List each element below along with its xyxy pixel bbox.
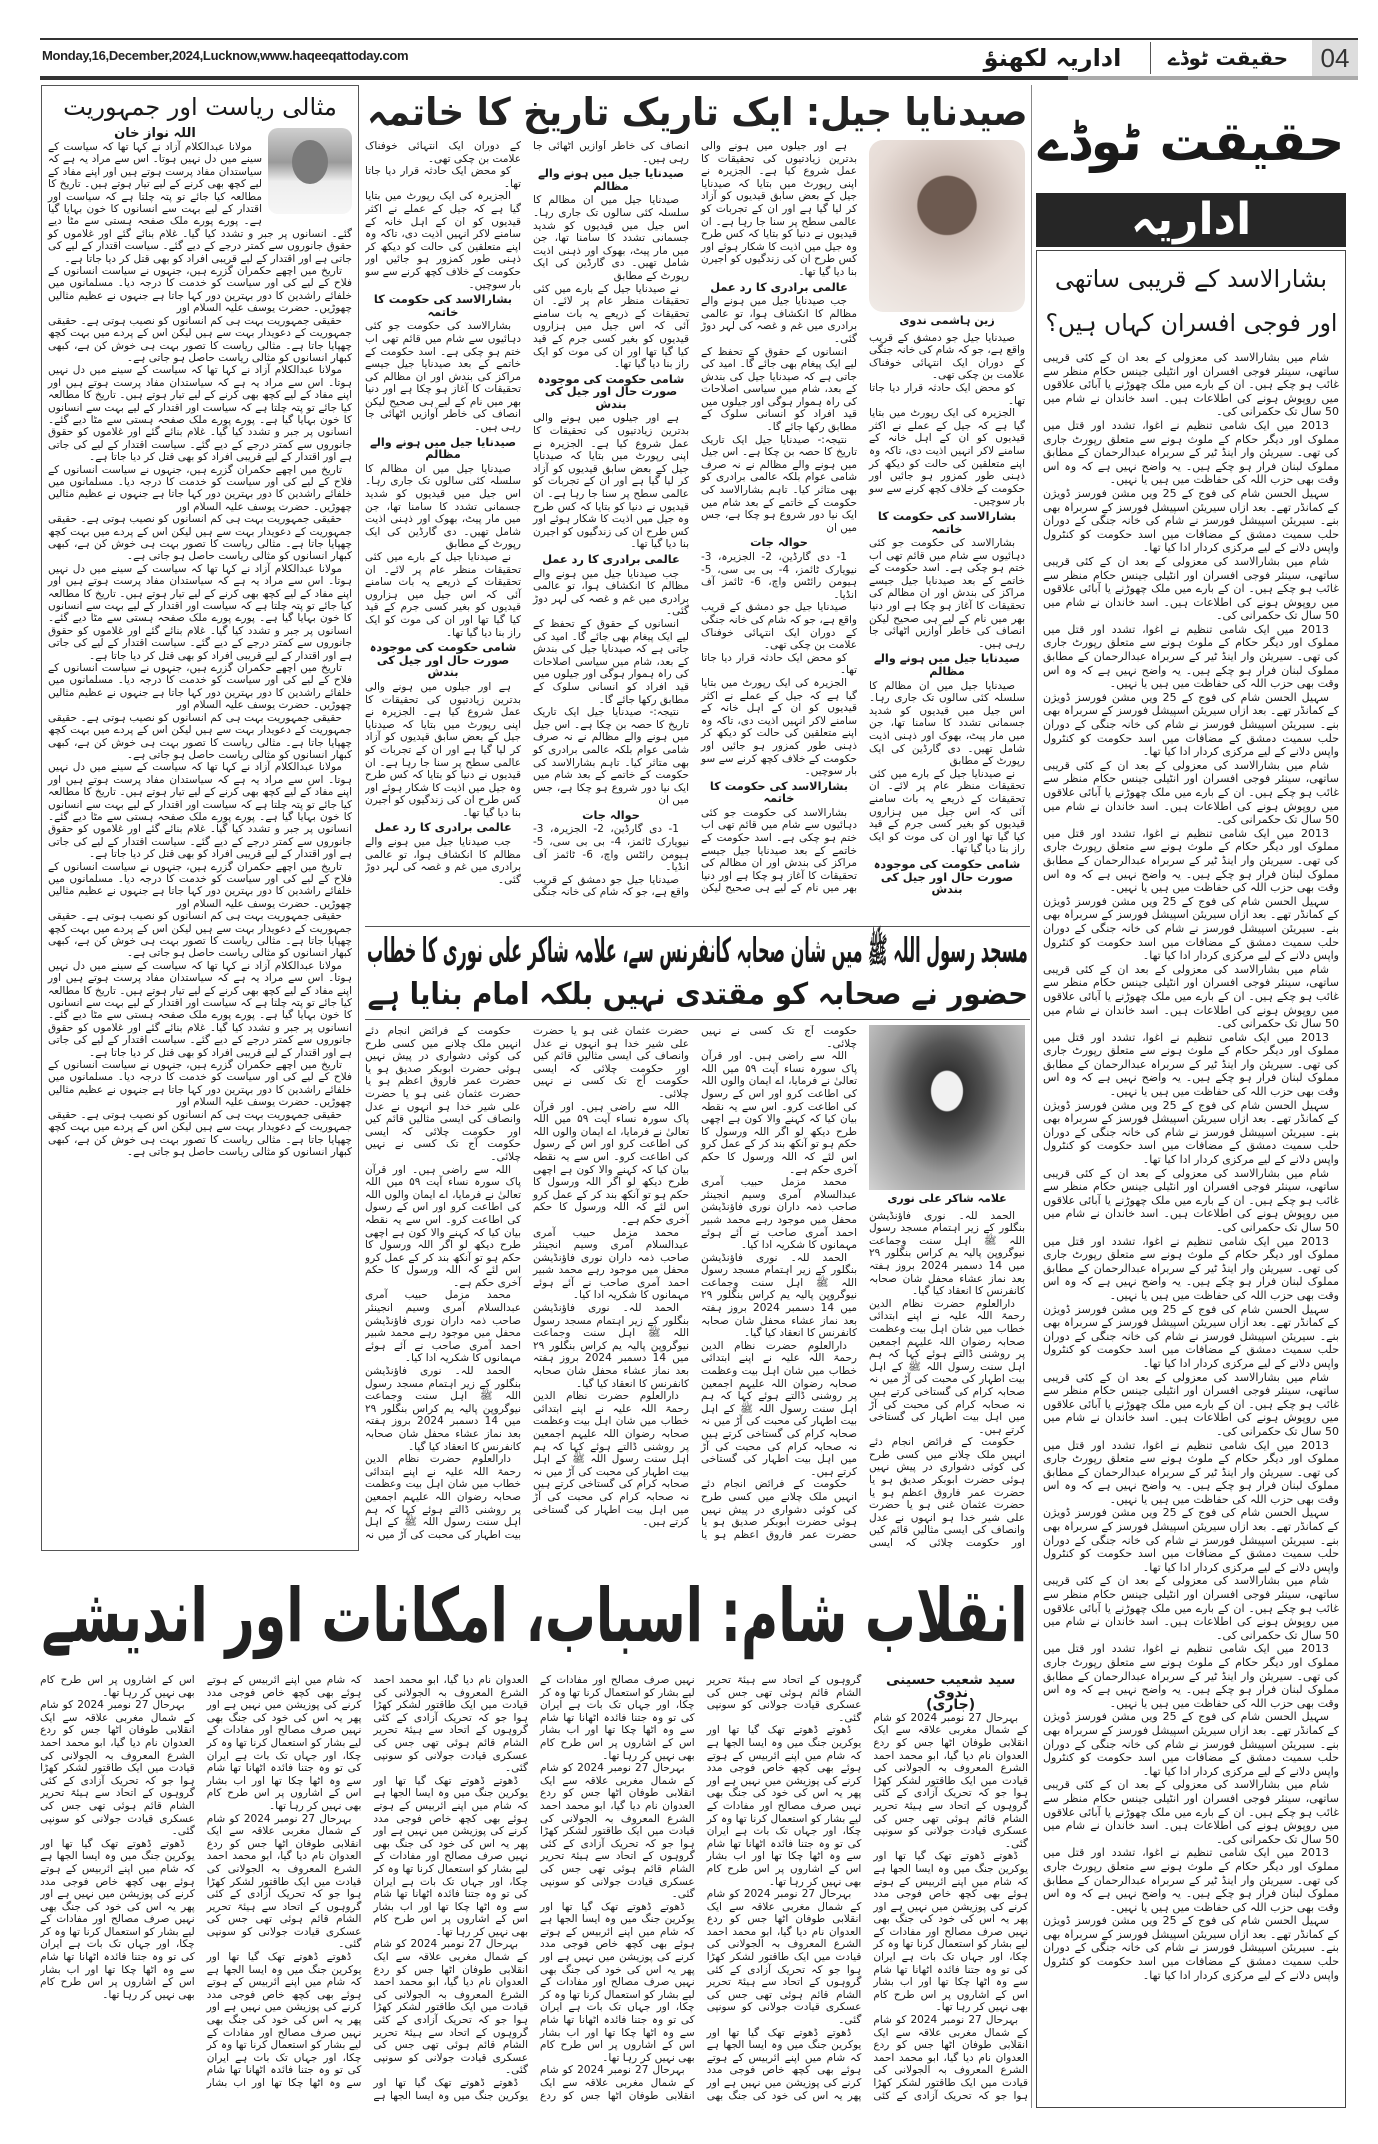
paragraph: سہیل الحسن شام کی فوج کے 25 ویں مشن فورسز ڈویژن کے کمانڈر تھے۔ بعد ازاں سیریئن اسپیشل فورسز کے سربراہ بھی بنے۔ سیریئن اسپیشل فورسز نے شام کی خانہ جنگی کے دوران حلب سمیت دمشق کے مضافات میں اسد حکومت کو کنٹرول واپس دلانے کے لیے مرکزی کردار ادا کیا تھا۔ xyxy=(1043,690,1339,759)
paragraph: بشارالاسد کی حکومت جو کئی دہائیوں سے شام میں قائم تھی اب ختم ہو چکی ہے۔ اسد حکومت کے خاتمے کے بعد صیدنایا جیل جیسے مراکز کی بندش اور ان مظالم کی تحقیقات کا آغاز ہو چکا ہے اور دنیا بھر میں نام کے لیے ہی صحیح لیکن انصاف کی خاطر آوازیں اٹھائی جا رہی ہیں۔ xyxy=(869,537,1025,650)
paragraph: الجزیرہ کی ایک رپورٹ میں بتایا گیا ہے کہ جیل کے عملے نے اکثر قیدیوں کو ان کے اہل خانہ کے سامنے لاکر انہیں اذیت دی، تاکہ وہ اپنے متعلقین کی حالت کو دیکھ کر ذہنی طور کمزور ہو جائیں اور حکومت کے خلاف کچھ کرنے سے سو بار سوچیں۔ xyxy=(365,190,521,291)
paragraph: حقیقی جمہوریت بہت ہی کم انسانوں کو نصیب ہوتی ہے۔ حقیقی جمہوریت کے دعویدار بہت سے ہیں لیکن اس کے پردے میں بہت کچھ چھپایا جاتا ہے۔ مثالی ریاست کا تصور بہت ہی خوش کن ہے، کبھی کبھار انسانوں کو مثالی ریاست حاصل ہو جاتی ہے۔ xyxy=(48,513,352,563)
paragraph: سہیل الحسن شام کی فوج کے 25 ویں مشن فورسز ڈویژن کے کمانڈر تھے۔ بعد ازاں سیریئن اسپیشل فورسز کے سربراہ بھی بنے۔ سیریئن اسپیشل فورسز نے شام کی خانہ جنگی کے دوران حلب سمیت دمشق کے مضافات میں اسد حکومت کو کنٹرول واپس دلانے کے لیے مرکزی کردار ادا کیا تھا۔ xyxy=(1043,1914,1339,1982)
subheading: بشارالاسد کی حکومت کا خاتمہ xyxy=(709,778,849,806)
editorial xyxy=(1036,250,1346,2108)
paragraph: شام میں بشارالاسد کی معزولی کے بعد ان کے کئی قریبی ساتھی، سینئر فوجی افسران اور انٹیلی جینس حکام منظر سے غائب ہو چکے ہیں۔ ان کے بارے میں ملک چھوڑنے یا آبائی علاقوں میں روپوش ہونے کی اطلاعات ہیں۔ اسد خاندان نے شام میں 50 سال تک حکمرانی کی۔ xyxy=(1043,1370,1339,1438)
newspaper-logo-wrap xyxy=(1036,100,1346,184)
subheading: عالمی برادری کا رد عمل xyxy=(542,552,680,566)
article-headline: انقلاب شام: اسباب، امکانات اور اندیشے xyxy=(41,1573,1029,1659)
divider xyxy=(365,1019,1030,1020)
paragraph: مولانا عبدالکلام آزاد نے کہا تھا کہ سیاست کے سینے میں دل نہیں ہوتا۔ اس سے مراد یہ ہے کہ سیاستدان مفاد پرست ہوتے ہیں اور اپنے مفاد کے لیے کچھ بھی کرنے کے لیے تیار ہوتے ہیں۔ تاریخ کا مطالعہ کیا جائے تو پتہ چلتا ہے کہ سیاست اور اقتدار کے لیے بہت سے انسانوں کا خون بہایا گیا ہے۔ پورے پورے ملک صفحہ ہستی سے مٹا دیے گئے۔ انسانوں پر جبر و تشدد کیا گیا۔ غلام بنائے گئے اور غلاموں کو حقوق جانوروں سے کمتر درجے کے دیے گئے۔ سیاست اقتدار کے لیے کی جاتی ہے اور اقتدار کے لیے قریبی افراد کو بھی قتل کر دیا جاتا ہے۔ xyxy=(48,141,352,265)
photo-caption: علامہ شاکر علی نوری xyxy=(887,1192,1007,1205)
paragraph: صیدنایا جیل میں ان مظالم کا سلسلہ کئی سالوں تک جاری رہا۔ اس جیل میں قیدیوں کو شدید جسمانی تشدد کا سامنا تھا، جن میں مار پیٹ، بھوک اور ذہنی اذیت شامل تھیں۔ دی گارڈین کی ایک رپورٹ کے مطابق xyxy=(533,194,689,282)
paragraph: حقیقی جمہوریت بہت ہی کم انسانوں کو نصیب ہوتی ہے۔ حقیقی جمہوریت کے دعویدار بہت سے ہیں لیکن اس کے پردے میں بہت کچھ چھپایا جاتا ہے۔ مثالی ریاست کا تصور بہت ہی خوش کن ہے، کبھی کبھار انسانوں کو مثالی ریاست حاصل ہو جاتی ہے۔ xyxy=(48,314,352,364)
subheading: بشارالاسد کی حکومت کا خاتمہ xyxy=(373,292,513,319)
paragraph: 1- دی گارڈین، 2- الجزیرہ، 3- نیویارک ٹائمز، 4- بی بی سی، 5- ہیومن رائٹس واچ، 6- ٹائمز آف انڈیا۔ xyxy=(533,823,689,874)
article-headline: مسجد رسول اللہ ﷺ میں شان صحابہ کانفرنس سے، علامہ شاکر علی نوری کا خطاب xyxy=(367,931,1028,971)
paragraph: سہیل الحسن شام کی فوج کے 25 ویں مشن فورسز ڈویژن کے کمانڈر تھے۔ بعد ازاں سیریئن اسپیشل فورسز کے سربراہ بھی بنے۔ سیریئن اسپیشل فورسز نے شام کی خانہ جنگی کے دوران حلب سمیت دمشق کے مضافات میں اسد حکومت کو کنٹرول واپس دلانے کے لیے مرکزی کردار ادا کیا تھا۔ xyxy=(1043,1098,1339,1167)
left-article xyxy=(41,85,359,1551)
divider xyxy=(365,926,1030,927)
paragraph: تاریخ میں اچھے حکمران گزرے ہیں، جنہوں نے سیاست انسانوں کے فلاح کے لیے کی اور سیاست کو خدمت کا درجہ دیا۔ مسلمانوں میں خلفائے راشدین کا دور بہترین دور کہا جاتا ہے جنہوں نے عظیم مثالیں چھوڑیں۔ حضرت یوسف علیہ السلام اور xyxy=(48,265,352,315)
article-headline: صیدنایا جیل: ایک تاریک تاریخ کا خاتمہ xyxy=(367,90,1028,134)
subheading: حوالہ جات xyxy=(582,807,640,822)
page-number: 04 xyxy=(1312,40,1358,76)
paragraph: حقیقی جمہوریت بہت ہی کم انسانوں کو نصیب ہوتی ہے۔ حقیقی جمہوریت کے دعویدار بہت سے ہیں لیکن اس کے پردے میں بہت کچھ چھپایا جاتا ہے۔ مثالی ریاست کا تصور بہت ہی خوش کن ہے، کبھی کبھار انسانوں کو مثالی ریاست حاصل ہو جاتی ہے۔ xyxy=(48,910,352,960)
paragraph: کو محض ایک حادثہ قرار دیا جاتا تھا۔ xyxy=(701,651,857,677)
author-photo xyxy=(869,140,1025,312)
paragraph: شام میں بشارالاسد کی معزولی کے بعد ان کے کئی قریبی ساتھی، سینئر فوجی افسران اور انٹیلی جینس حکام منظر سے غائب ہو چکے ہیں۔ ان کے بارے میں ملک چھوڑنے یا آبائی علاقوں میں روپوش ہونے کی اطلاعات ہیں۔ اسد خاندان نے شام میں 50 سال تک حکمرانی کی۔ xyxy=(1043,1166,1339,1234)
paragraph: 2013 میں ایک شامی تنظیم نے اغوا، تشدد اور قتل میں مملوک اور دیگر حکام کے ملوث ہونے سے متعلق رپورٹ جاری کی تھی۔ سیریئن وار اینڈ ٹیر کے سربراہ عبدالرحمان کے مطابق مملوک لبنان فرار ہو چکے ہیں۔ یہ واضح نہیں ہے کہ وہ اس وقت بھی حزب اللہ کی حفاظت میں ہیں یا نہیں۔ xyxy=(1043,1846,1339,1914)
paragraph: بشارالاسد کی حکومت جو کئی دہائیوں سے شام میں قائم تھی اب ختم ہو چکی ہے۔ اسد حکومت کے خاتمے کے بعد صیدنایا جیل جیسے مراکز کی بندش اور ان مظالم کی تحقیقات کا آغاز ہو چکا ہے اور دنیا بھر میں نام کے لیے ہی صحیح لیکن انصاف کی خاطر آوازیں اٹھائی جا رہی ہیں۔ xyxy=(533,140,857,895)
paragraph: شام میں بشارالاسد کی معزولی کے بعد ان کے کئی قریبی ساتھی، سینئر فوجی افسران اور انٹیلی جینس حکام منظر سے غائب ہو چکے ہیں۔ ان کے بارے میں ملک چھوڑنے یا آبائی علاقوں میں روپوش ہونے کی اطلاعات ہیں۔ اسد خاندان نے شام میں 50 سال تک حکمرانی کی۔ xyxy=(1043,351,1339,419)
paragraph: بہرحال 27 نومبر 2024 کو شام کے شمال مغربی علاقہ سے ایک انقلابی طوفان اٹھا جس کو ردع العدوان نام دیا گیا، ابو محمد احمد الشرع المعروف بہ الجولانی کی قیادت میں ایک طاقتور لشکر کھڑا ہوا جو کہ تحریک آزادی کے کئی گروہوں کے اتحاد سے ہیئۃ تحریر الشام قائم ہوئی تھی جس کی عسکری قیادت جولانی کو سونپی گئی۔ xyxy=(873,1711,1028,1850)
masthead-logo: حقیقت ٹوڈے xyxy=(1167,46,1289,70)
article-subheadline: حضور نے صحابہ کو مقتدی نہیں بلکہ امام بنایا ہے xyxy=(367,977,1028,1012)
article-title-wrap xyxy=(48,90,352,124)
editorial-title-line1-wrap xyxy=(1043,257,1339,301)
paragraph: انسانوں کے حقوق کے تحفظ کے لیے ایک پیغام بھی جائے گا۔ امید کی جاتی ہے کہ صیدنایا جیل کی بندش کے بعد، شام میں سیاسی اصلاحات کی راہ ہموار ہوگی اور جیلوں میں قید افراد کو انسانی سلوک کے مطابق رکھا جائے گا۔ xyxy=(701,345,857,434)
header-bottom-rule xyxy=(40,76,1358,80)
paragraph: محمد مزمل حبیب آمری عبدالسلام آمری وسیم انجینئر صاحب ذمہ داران نوری فاؤنڈیشن محفل میں موجود رہے محمد شبیر احمد آمری صاحب نے آئے ہوئے مہمانوں کا شکریہ ادا کیا۔ xyxy=(533,1226,689,1302)
paragraph: الحمد للہ۔ نوری فاؤنڈیشن بنگلور کے زیر اہتمام مسجد رسول اللہ ﷺ اہل سنت وجماعت نیوگروپن پالیہ یم کراس بنگلور ۲۹ میں 14 دسمبر 2024 بروز ہفتہ بعد نماز عشاء محفل شان صحابہ کانفرنس کا انعقاد کیا گیا۔ xyxy=(533,1302,690,1390)
paragraph: بہرحال 27 نومبر 2024 کو شام کے شمال مغربی علاقہ سے ایک انقلابی طوفان اٹھا جس کو ردع العدوان نام دیا گیا، ابو محمد احمد الشرع المعروف بہ الجولانی کی قیادت میں ایک طاقتور لشکر کھڑا ہوا جو کہ تحریک آزادی کے کئی گروہوں کے اتحاد سے ہیئۃ تحریر الشام قائم ہوئی تھی جس کی عسکری قیادت جولانی کو سونپی گئی۔ xyxy=(706,1674,1028,2102)
paragraph: صیدنایا جیل جو دمشق کے قریب واقع ہے، جو کہ شام کی خانہ جنگی کے دوران ایک انتہائی خوفناک علامت بن چکی تھی۔ xyxy=(365,140,689,899)
paragraph: 1- دی گارڈین، 2- الجزیرہ، 3- نیویارک ٹائمز، 4- بی بی سی، 5- ہیومن رائٹس واچ، 6- ٹائمز آف انڈیا۔ xyxy=(701,551,857,601)
paragraph: جب صیدنایا جیل میں ہونے والے مظالم کا انکشاف ہوا، تو عالمی برادری میں غم و غصہ کی لہر دوڑ گئی۔ xyxy=(533,567,689,618)
subheading: بشارالاسد کی حکومت کا خاتمہ xyxy=(877,508,1017,536)
paragraph: الحمد للہ۔ نوری فاؤنڈیشن بنگلور کے زیر اہتمام مسجد رسول اللہ ﷺ اہل سنت وجماعت نیوگروپن پالیہ یم کراس بنگلور ۲۹ میں 14 دسمبر 2024 بروز ہفتہ بعد نماز عشاء محفل شان صحابہ کانفرنس کا انعقاد کیا گیا۔ xyxy=(701,1251,858,1340)
article-title: مثالی ریاست اور جمہوریت xyxy=(63,93,337,121)
paragraph: مولانا عبدالکلام آزاد نے کہا تھا کہ سیاست کے سینے میں دل نہیں ہوتا۔ اس سے مراد یہ ہے کہ سیاستدان مفاد پرست ہوتے ہیں اور اپنے مفاد کے لیے کچھ بھی کرنے کے لیے تیار ہوتے ہیں۔ تاریخ کا مطالعہ کیا جائے تو پتہ چلتا ہے کہ سیاست اور اقتدار کے لیے بہت سے انسانوں کا خون بہایا گیا ہے۔ پورے پورے ملک صفحہ ہستی سے مٹا دیے گئے۔ انسانوں پر جبر و تشدد کیا گیا۔ غلام بنائے گئے اور غلاموں کو حقوق جانوروں سے کمتر درجے کے دیے گئے۔ سیاست اقتدار کے لیے کی جاتی ہے اور اقتدار کے لیے قریبی افراد کو بھی قتل کر دیا جاتا ہے۔ xyxy=(48,761,352,861)
editorial-title-line2: اور فوجی افسران کہاں ہیں؟ xyxy=(1045,309,1337,337)
subheading: شامی حکومت کی موجودہ صورت حال اور جیل کی بندش xyxy=(369,640,517,680)
paragraph: بہرحال 27 نومبر 2024 کو شام کے شمال مغربی علاقہ سے ایک انقلابی طوفان اٹھا جس کو ردع العدوان نام دیا گیا، ابو محمد احمد الشرع المعروف بہ الجولانی کی قیادت میں ایک طاقتور لشکر کھڑا ہوا جو کہ تحریک آزادی کے کئی گروہوں کے اتحاد سے ہیئۃ تحریر الشام قائم ہوئی تھی جس کی عسکری قیادت جولانی کو سونپی گئی۔ xyxy=(40,1699,195,1838)
paragraph: نے صیدنایا جیل کے بارے میں کئی تحقیقات منظر عام پر لائے۔ ان تحقیقات کے ذریعے یہ بات سامنے آئی کہ اس جیل میں ہزاروں قیدیوں کو بغیر کسی جرم کے قید کیا گیا تھا اور ان کی موت کو ایک راز بنا دیا گیا تھا۔ xyxy=(869,767,1025,856)
editorial-title-line1: بشارالاسد کے قریبی ساتھی xyxy=(1054,265,1328,293)
paragraph: مولانا عبدالکلام آزاد نے کہا تھا کہ سیاست کے سینے میں دل نہیں ہوتا۔ اس سے مراد یہ ہے کہ سیاستدان مفاد پرست ہوتے ہیں اور اپنے مفاد کے لیے کچھ بھی کرنے کے لیے تیار ہوتے ہیں۔ تاریخ کا مطالعہ کیا جائے تو پتہ چلتا ہے کہ سیاست اور اقتدار کے لیے بہت سے انسانوں کا خون بہایا گیا ہے۔ پورے پورے ملک صفحہ ہستی سے مٹا دیے گئے۔ انسانوں پر جبر و تشدد کیا گیا۔ غلام بنائے گئے اور غلاموں کو حقوق جانوروں سے کمتر درجے کے دیے گئے۔ سیاست اقتدار کے لیے کی جاتی ہے اور اقتدار کے لیے قریبی افراد کو بھی قتل کر دیا جاتا ہے۔ xyxy=(48,959,352,1059)
editorial-title-line2-wrap xyxy=(1043,301,1339,345)
speaker-photo xyxy=(869,1025,1025,1190)
article-body xyxy=(365,1025,1025,1553)
article-text xyxy=(40,1674,1028,2108)
article-headline-wrap xyxy=(365,90,1030,134)
paragraph: 2013 میں ایک شامی تنظیم نے اغوا، تشدد اور قتل میں مملوک اور دیگر حکام کے ملوث ہونے سے متعلق رپورٹ جاری کی تھی۔ سیریئن وار اینڈ ٹیر کے سربراہ عبدالرحمان کے مطابق مملوک لبنان فرار ہو چکے ہیں۔ یہ واضح نہیں ہے کہ وہ اس وقت بھی حزب اللہ کی حفاظت میں ہیں یا نہیں۔ xyxy=(1043,418,1339,487)
paragraph: ڈھوتے ڈھوتے تھک گیا تھا اور یوکرین جنگ میں وہ ایسا الجھا ہے کہ شام میں اپنے ائربیس کے ہوتے ہوئے بھی کچھ خاص فوجی مدد کرنے کی پوزیشن میں نہیں ہے اور پھر یہ اس کی خود کی جنگ بھی نہیں صرف مصالح اور مفادات کے لیے بشار کو استعمال کرنا تھا وہ کر چکا، اور جہاں تک بات ہے ایران کی تو وہ جتنا فائدہ اٹھانا تھا شام سے وہ اٹھا چکا تھا اور اب بشار اس کے اشاروں پر اس طرح کام بھی نہیں کر رہا تھا۔ xyxy=(40,1674,362,2089)
paragraph: 2013 میں ایک شامی تنظیم نے اغوا، تشدد اور قتل میں مملوک اور دیگر حکام کے ملوث ہونے سے متعلق رپورٹ جاری کی تھی۔ سیریئن وار اینڈ ٹیر کے سربراہ عبدالرحمان کے مطابق مملوک لبنان فرار ہو چکے ہیں۔ یہ واضح نہیں ہے کہ وہ اس وقت بھی حزب اللہ کی حفاظت میں ہیں یا نہیں۔ xyxy=(1043,1642,1339,1710)
article-author: اللہ نواز خان xyxy=(114,126,196,141)
paragraph: صیدنایا جیل جو دمشق کے قریب واقع ہے، جو کہ شام کی خانہ جنگی کے دوران ایک انتہائی خوفناک علامت بن چکی تھی۔ xyxy=(869,331,1025,382)
paragraph: دارالعلوم حضرت نظام الدین رحمۃ اللہ علیہ نے اپنے ابتدائی خطاب میں شان اہل بیت وعظمت صحابہ رضوان اللہ علیہم اجمعین پر روشنی ڈالتے ہوئے کہا کہ ہم اہل سنت رسول اللہ ﷺ کے اہل بیت اطہار کی محبت کی آڑ میں نہ صحابہ کرام کی گستاخی کرتے ہیں نہ صحابہ کرام کی محبت کی آڑ میں اہل بیت اطہار کی گستاخی کرتے ہیں۔ xyxy=(533,1390,689,1529)
subheading: صیدنایا جیل میں ہونے والے مظالم xyxy=(369,434,517,462)
paragraph: بہرحال 27 نومبر 2024 کو شام کے شمال مغربی علاقہ سے ایک انقلابی طوفان اٹھا جس کو ردع العدوان نام دیا گیا، ابو محمد احمد الشرع المعروف بہ الجولانی کی قیادت میں ایک طاقتور لشکر کھڑا ہوا جو کہ تحریک آزادی کے کئی گروہوں کے اتحاد سے ہیئۃ تحریر الشام قائم ہوئی تھی جس کی عسکری قیادت جولانی کو سونپی گئی۔ xyxy=(373,1674,695,2102)
paragraph: سہیل الحسن شام کی فوج کے 25 ویں مشن فورسز ڈویژن کے کمانڈر تھے۔ بعد ازاں سیریئن اسپیشل فورسز کے سربراہ بھی بنے۔ سیریئن اسپیشل فورسز نے شام کی خانہ جنگی کے دوران حلب سمیت دمشق کے مضافات میں اسد حکومت کو کنٹرول واپس دلانے کے لیے مرکزی کردار ادا کیا تھا۔ xyxy=(1043,894,1339,963)
paragraph: ہے اور جیلوں میں ہونے والی بدترین زیادتیوں کی تحقیقات کا عمل شروع کیا ہے۔ الجزیرہ نے اپنی رپورٹ میں بتایا کہ صیدنایا جیل کے بعض سابق قیدیوں کو آزاد کر لیا گیا ہے اور ان کے تجربات کو عالمی سطح پر سنا جا رہا ہے۔ ان قیدیوں نے دنیا کو بتایا کہ کس طرح وہ جیل میں اذیت کا شکار ہوئے اور کس طرح ان کی زندگیوں کو اجیرن بنا دیا گیا تھا۔ xyxy=(533,412,689,551)
column-rule xyxy=(1031,85,1032,2108)
paragraph: الجزیرہ کی ایک رپورٹ میں بتایا گیا ہے کہ جیل کے عملے نے اکثر قیدیوں کو ان کے اہل خانہ کے سامنے لاکر انہیں اذیت دی، تاکہ وہ اپنے متعلقین کی حالت کو دیکھ کر ذہنی طور کمزور ہو جائیں اور حکومت کے خلاف کچھ کرنے سے سو بار سوچیں۔ xyxy=(701,676,857,778)
date-line: Monday,16,December,2024,Lucknow,www.haqeeqattoday.com xyxy=(42,48,409,63)
paragraph: شام میں بشارالاسد کی معزولی کے بعد ان کے کئی قریبی ساتھی، سینئر فوجی افسران اور انٹیلی جینس حکام منظر سے غائب ہو چکے ہیں۔ ان کے بارے میں ملک چھوڑنے یا آبائی علاقوں میں روپوش ہونے کی اطلاعات ہیں۔ اسد خاندان نے شام میں 50 سال تک حکمرانی کی۔ xyxy=(1043,758,1339,827)
article-body xyxy=(365,140,1025,905)
paragraph: ڈھوتے ڈھوتے تھک گیا تھا اور یوکرین جنگ میں وہ ایسا الجھا ہے کہ شام میں اپنے ائربیس کے ہوتے ہوئے بھی کچھ خاص فوجی مدد کرنے کی پوزیشن میں نہیں ہے اور پھر یہ اس کی خود کی جنگ بھی نہیں صرف مصالح اور مفادات کے لیے بشار کو استعمال کرنا تھا وہ کر چکا، اور جہاں تک بات ہے ایران کی تو وہ جتنا فائدہ اٹھانا تھا شام سے وہ اٹھا چکا تھا اور اب بشار اس کے اشاروں پر اس طرح کام بھی نہیں کر رہا تھا۔ xyxy=(540,1674,862,2102)
paragraph: 2013 میں ایک شامی تنظیم نے اغوا، تشدد اور قتل میں مملوک اور دیگر حکام کے ملوث ہونے سے متعلق رپورٹ جاری کی تھی۔ سیریئن وار اینڈ ٹیر کے سربراہ عبدالرحمان کے مطابق مملوک لبنان فرار ہو چکے ہیں۔ یہ واضح نہیں ہے کہ وہ اس وقت بھی حزب اللہ کی حفاظت میں ہیں یا نہیں۔ xyxy=(1043,1234,1339,1302)
editorial-body xyxy=(1043,351,1339,1982)
paragraph: جب صیدنایا جیل میں ہونے والے مظالم کا انکشاف ہوا، تو عالمی برادری میں غم و غصہ کی لہر دوڑ گئی۔ xyxy=(701,295,857,345)
paragraph: ڈھوتے ڈھوتے تھک گیا تھا اور یوکرین جنگ میں وہ ایسا الجھا ہے کہ شام میں اپنے ائربیس کے ہوتے ہوئے بھی کچھ خاص فوجی مدد کرنے کی پوزیشن میں نہیں ہے اور پھر یہ اس کی خود کی جنگ بھی نہیں صرف مصالح اور مفادات کے لیے بشار کو استعمال کرنا تھا وہ کر چکا، اور جہاں تک بات ہے ایران کی تو وہ جتنا فائدہ اٹھانا تھا شام سے وہ اٹھا چکا تھا اور اب بشار اس کے اشاروں پر اس طرح کام بھی نہیں کر رہا تھا۔ xyxy=(40,1837,195,2001)
paragraph: ہے اور جیلوں میں ہونے والی بدترین زیادتیوں کی تحقیقات کا عمل شروع کیا ہے۔ الجزیرہ نے اپنی رپورٹ میں بتایا کہ صیدنایا جیل کے بعض سابق قیدیوں کو آزاد کر لیا گیا ہے اور ان کے تجربات کو عالمی سطح پر سنا جا رہا ہے۔ ان قیدیوں نے دنیا کو بتایا کہ کس طرح وہ جیل میں اذیت کا شکار ہوئے اور کس طرح ان کی زندگیوں کو اجیرن بنا دیا گیا تھا۔ xyxy=(701,140,857,278)
paragraph: حکومت کے فرائض انجام دئے انہیں ملک چلانے میں کسی طرح کی کوئی دشواری در پیش نہیں ہوئی حضرت ابوبکر صدیق ہو یا حضرت عمر فاروق اعظم ہو یا حضرت عثمان غنی ہو یا حضرت علی شیر خدا ہو انہوں نے عدل وانصاف کی ایسی مثالیں قائم کیں اور حکومت چلائی کہ ایسی حکومت آج تک کسی نے نہیں چلائی۔ xyxy=(701,1025,1025,1550)
paragraph: الحمد للہ۔ نوری فاؤنڈیشن بنگلور کے زیر اہتمام مسجد رسول اللہ ﷺ اہل سنت وجماعت نیوگروپن پالیہ یم کراس بنگلور ۲۹ میں 14 دسمبر 2024 بروز ہفتہ بعد نماز عشاء محفل شان صحابہ کانفرنس کا انعقاد کیا گیا۔ xyxy=(365,1365,522,1453)
article-headline-wrap xyxy=(40,1566,1030,1666)
subheading: حوالہ جات xyxy=(750,535,808,550)
paragraph: محمد مزمل حبیب آمری عبدالسلام آمری وسیم انجینئر صاحب ذمہ داران نوری فاؤنڈیشن محفل میں موجود رہے محمد شبیر احمد آمری صاحب نے آئے ہوئے مہمانوں کا شکریہ ادا کیا۔ xyxy=(365,1289,521,1365)
paragraph: صیدنایا جیل میں ان مظالم کا سلسلہ کئی سالوں تک جاری رہا۔ اس جیل میں قیدیوں کو شدید جسمانی تشدد کا سامنا تھا، جن میں مار پیٹ، بھوک اور ذہنی اذیت شامل تھیں۔ دی گارڈین کی ایک رپورٹ کے مطابق xyxy=(365,462,521,551)
paragraph: 2013 میں ایک شامی تنظیم نے اغوا، تشدد اور قتل میں مملوک اور دیگر حکام کے ملوث ہونے سے متعلق رپورٹ جاری کی تھی۔ سیریئن وار اینڈ ٹیر کے سربراہ عبدالرحمان کے مطابق مملوک لبنان فرار ہو چکے ہیں۔ یہ واضح نہیں ہے کہ وہ اس وقت بھی حزب اللہ کی حفاظت میں ہیں یا نہیں۔ xyxy=(1043,622,1339,691)
subheading: شامی حکومت کی موجودہ صورت حال اور جیل کی بندش xyxy=(537,371,685,411)
paragraph: جب صیدنایا جیل میں ہونے والے مظالم کا انکشاف ہوا، تو عالمی برادری میں غم و غصہ کی لہر دوڑ گئی۔ xyxy=(365,836,521,886)
paragraph: 2013 میں ایک شامی تنظیم نے اغوا، تشدد اور قتل میں مملوک اور دیگر حکام کے ملوث ہونے سے متعلق رپورٹ جاری کی تھی۔ سیریئن وار اینڈ ٹیر کے سربراہ عبدالرحمان کے مطابق مملوک لبنان فرار ہو چکے ہیں۔ یہ واضح نہیں ہے کہ وہ اس وقت بھی حزب اللہ کی حفاظت میں ہیں یا نہیں۔ xyxy=(1043,1030,1339,1099)
paragraph: مولانا عبدالکلام آزاد نے کہا تھا کہ سیاست کے سینے میں دل نہیں ہوتا۔ اس سے مراد یہ ہے کہ سیاستدان مفاد پرست ہوتے ہیں اور اپنے مفاد کے لیے کچھ بھی کرنے کے لیے تیار ہوتے ہیں۔ تاریخ کا مطالعہ کیا جائے تو پتہ چلتا ہے کہ سیاست اور اقتدار کے لیے بہت سے انسانوں کا خون بہایا گیا ہے۔ پورے پورے ملک صفحہ ہستی سے مٹا دیے گئے۔ انسانوں پر جبر و تشدد کیا گیا۔ غلام بنائے گئے اور غلاموں کو حقوق جانوروں سے کمتر درجے کے دیے گئے۔ سیاست اقتدار کے لیے کی جاتی ہے اور اقتدار کے لیے قریبی افراد کو بھی قتل کر دیا جاتا ہے۔ xyxy=(48,364,352,464)
paragraph: دارالعلوم حضرت نظام الدین رحمۃ اللہ علیہ نے اپنے ابتدائی خطاب میں شان اہل بیت وعظمت صحابہ رضوان اللہ علیہم اجمعین پر روشنی ڈالتے ہوئے کہا کہ ہم اہل سنت رسول اللہ ﷺ کے اہل بیت اطہار کی محبت کی آڑ میں نہ xyxy=(365,1453,521,1541)
paragraph: اللہ سے راضی ہیں۔ اور قرآن پاک سورہ نساء آیت ۵۹ میں اللہ تعالیٰ نے فرمایا، اے ایمان والوں اللہ کی اطاعت کرو اور اس کے رسول کی اطاعت کرو۔ اس سے یہ نقطہ بیان کیا کہ کہنے والا کون ہے اچھی طرح دیکھ لو اگر اللہ ورسول کا حکم ہو تو آنکھ بند کر کے عمل کرو اس لئے کہ اللہ ورسول کا حکم آخری حکم ہے۔ xyxy=(701,1050,857,1176)
article-subheadline-wrap xyxy=(365,974,1030,1016)
paragraph: انسانوں کے حقوق کے تحفظ کے لیے ایک پیغام بھی جائے گا۔ امید کی جاتی ہے کہ صیدنایا جیل کی بندش کے بعد، شام میں سیاسی اصلاحات کی راہ ہموار ہوگی اور جیلوں میں قید افراد کو انسانی سلوک کے مطابق رکھا جائے گا۔ xyxy=(533,617,689,706)
article-body xyxy=(40,1674,1028,2108)
paragraph: صیدنایا جیل میں ان مظالم کا سلسلہ کئی سالوں تک جاری رہا۔ اس جیل میں قیدیوں کو شدید جسمانی تشدد کا سامنا تھا، جن میں مار پیٹ، بھوک اور ذہنی اذیت شامل تھیں۔ دی گارڈین کی ایک رپورٹ کے مطابق xyxy=(869,679,1025,768)
article-headline-wrap xyxy=(365,929,1030,973)
paragraph: سہیل الحسن شام کی فوج کے 25 ویں مشن فورسز ڈویژن کے کمانڈر تھے۔ بعد ازاں سیریئن اسپیشل فورسز کے سربراہ بھی بنے۔ سیریئن اسپیشل فورسز نے شام کی خانہ جنگی کے دوران حلب سمیت دمشق کے مضافات میں اسد حکومت کو کنٹرول واپس دلانے کے لیے مرکزی کردار ادا کیا تھا۔ xyxy=(1043,486,1339,555)
paragraph: مولانا عبدالکلام آزاد نے کہا تھا کہ سیاست کے سینے میں دل نہیں ہوتا۔ اس سے مراد یہ ہے کہ سیاستدان مفاد پرست ہوتے ہیں اور اپنے مفاد کے لیے کچھ بھی کرنے کے لیے تیار ہوتے ہیں۔ تاریخ کا مطالعہ کیا جائے تو پتہ چلتا ہے کہ سیاست اور اقتدار کے لیے بہت سے انسانوں کا خون بہایا گیا ہے۔ پورے پورے ملک صفحہ ہستی سے مٹا دیے گئے۔ انسانوں پر جبر و تشدد کیا گیا۔ غلام بنائے گئے اور غلاموں کو حقوق جانوروں سے کمتر درجے کے دیے گئے۔ سیاست اقتدار کے لیے کی جاتی ہے اور اقتدار کے لیے قریبی افراد کو بھی قتل کر دیا جاتا ہے۔ xyxy=(48,562,352,662)
paragraph: ڈھوتے ڈھوتے تھک گیا تھا اور یوکرین جنگ میں وہ ایسا الجھا ہے کہ شام میں اپنے ائربیس کے ہوتے ہوئے بھی کچھ خاص فوجی مدد کرنے کی پوزیشن میں نہیں ہے اور پھر یہ اس کی خود کی جنگ بھی نہیں صرف مصالح اور مفادات کے لیے بشار کو استعمال کرنا تھا وہ کر چکا، اور جہاں تک بات ہے ایران کی تو وہ جتنا فائدہ اٹھانا تھا شام سے وہ اٹھا چکا تھا اور اب بشار اس کے اشاروں پر اس طرح کام بھی نہیں کر رہا تھا۔ xyxy=(873,1850,1028,2014)
paragraph: تاریخ میں اچھے حکمران گزرے ہیں، جنہوں نے سیاست انسانوں کے فلاح کے لیے کی اور سیاست کو خدمت کا درجہ دیا۔ مسلمانوں میں خلفائے راشدین کا دور بہترین دور کہا جاتا ہے جنہوں نے عظیم مثالیں چھوڑیں۔ حضرت یوسف علیہ السلام اور xyxy=(48,1059,352,1109)
subheading: صیدنایا جیل میں ہونے والے مظالم xyxy=(537,166,685,193)
paragraph: 2013 میں ایک شامی تنظیم نے اغوا، تشدد اور قتل میں مملوک اور دیگر حکام کے ملوث ہونے سے متعلق رپورٹ جاری کی تھی۔ سیریئن وار اینڈ ٹیر کے سربراہ عبدالرحمان کے مطابق مملوک لبنان فرار ہو چکے ہیں۔ یہ واضح نہیں ہے کہ وہ اس وقت بھی حزب اللہ کی حفاظت میں ہیں یا نہیں۔ xyxy=(1043,1438,1339,1506)
paragraph: نے صیدنایا جیل کے بارے میں کئی تحقیقات منظر عام پر لائے۔ ان تحقیقات کے ذریعے یہ بات سامنے آئی کہ اس جیل میں ہزاروں قیدیوں کو بغیر کسی جرم کے قید کیا گیا تھا اور ان کی موت کو ایک راز بنا دیا گیا تھا۔ xyxy=(365,551,521,639)
header-divider xyxy=(1150,42,1151,74)
paragraph: بہرحال 27 نومبر 2024 کو شام کے شمال مغربی علاقہ سے ایک انقلابی طوفان اٹھا جس کو ردع العدوان نام دیا گیا، ابو محمد احمد الشرع المعروف بہ الجولانی کی قیادت میں ایک طاقتور لشکر کھڑا ہوا جو کہ تحریک آزادی کے کئی گروہوں کے اتحاد سے ہیئۃ تحریر الشام قائم ہوئی تھی جس کی عسکری قیادت جولانی کو سونپی گئی۔ xyxy=(706,1888,862,2027)
editorial-banner-label: اداریہ xyxy=(1130,194,1252,245)
section-title-wrap xyxy=(965,42,1140,74)
paragraph: دارالعلوم حضرت نظام الدین رحمۃ اللہ علیہ نے اپنے ابتدائی خطاب میں شان اہل بیت وعظمت صحابہ رضوان اللہ علیہم اجمعین پر روشنی ڈالتے ہوئے کہا کہ ہم اہل سنت رسول اللہ ﷺ کے اہل بیت اطہار کی محبت کی آڑ میں نہ صحابہ کرام کی گستاخی کرتے ہیں نہ صحابہ کرام کی محبت کی آڑ میں اہل بیت اطہار کی گستاخی کرتے ہیں۔ xyxy=(701,1339,857,1478)
paragraph: 2013 میں ایک شامی تنظیم نے اغوا، تشدد اور قتل میں مملوک اور دیگر حکام کے ملوث ہونے سے متعلق رپورٹ جاری کی تھی۔ سیریئن وار اینڈ ٹیر کے سربراہ عبدالرحمان کے مطابق مملوک لبنان فرار ہو چکے ہیں۔ یہ واضح نہیں ہے کہ وہ اس وقت بھی حزب اللہ کی حفاظت میں ہیں یا نہیں۔ xyxy=(1043,826,1339,895)
photo-block xyxy=(869,140,1025,328)
paragraph: کو محض ایک حادثہ قرار دیا جاتا تھا۔ xyxy=(869,381,1025,407)
article-body xyxy=(48,141,352,1158)
newspaper-logo: حقیقت ٹوڈے xyxy=(1037,110,1345,173)
paragraph: حکومت کے فرائض انجام دئے انہیں ملک چلانے میں کسی طرح کی کوئی دشواری در پیش نہیں ہوئی حضرت ابوبکر صدیق ہو یا حضرت عمر فاروق اعظم ہو یا حضرت عثمان غنی ہو یا حضرت علی شیر خدا ہو انہوں نے عدل وانصاف کی ایسی مثالیں قائم کیں اور حکومت چلائی کہ ایسی حکومت آج تک کسی نے نہیں چلائی۔ xyxy=(365,1025,521,1163)
paragraph: سہیل الحسن شام کی فوج کے 25 ویں مشن فورسز ڈویژن کے کمانڈر تھے۔ بعد ازاں سیریئن اسپیشل فورسز کے سربراہ بھی بنے۔ سیریئن اسپیشل فورسز نے شام کی خانہ جنگی کے دوران حلب سمیت دمشق کے مضافات میں اسد حکومت کو کنٹرول واپس دلانے کے لیے مرکزی کردار ادا کیا تھا۔ xyxy=(1043,1710,1339,1778)
paragraph: شام میں بشارالاسد کی معزولی کے بعد ان کے کئی قریبی ساتھی، سینئر فوجی افسران اور انٹیلی جینس حکام منظر سے غائب ہو چکے ہیں۔ ان کے بارے میں ملک چھوڑنے یا آبائی علاقوں میں روپوش ہونے کی اطلاعات ہیں۔ اسد خاندان نے شام میں 50 سال تک حکمرانی کی۔ xyxy=(1043,554,1339,623)
subheading: شامی حکومت کی موجودہ صورت حال اور جیل کی بندش xyxy=(873,856,1021,897)
masthead-logo-wrap xyxy=(1158,42,1298,74)
paragraph: الجزیرہ کی ایک رپورٹ میں بتایا گیا ہے کہ جیل کے عملے نے اکثر قیدیوں کو ان کے اہل خانہ کے سامنے لاکر انہیں اذیت دی، تاکہ وہ اپنے متعلقین کی حالت کو دیکھ کر ذہنی طور کمزور ہو جائیں اور حکومت کے خلاف کچھ کرنے سے سو بار سوچیں۔ xyxy=(869,407,1025,508)
paragraph: نتیجہ:- صیدنایا جیل ایک تاریک تاریخ کا حصہ بن چکا ہے۔ اس جیل میں ہونے والے مظالم نے نہ صرف شامی عوام بلکہ عالمی برادری کو بھی متاثر کیا۔ تاہم بشارالاسد کی حکومت کے خاتمے کے بعد شام میں ایک نیا دور شروع ہو چکا ہے، جس میں ان xyxy=(533,706,689,807)
paragraph: تاریخ میں اچھے حکمران گزرے ہیں، جنہوں نے سیاست انسانوں کے فلاح کے لیے کی اور سیاست کو خدمت کا درجہ دیا۔ مسلمانوں میں خلفائے راشدین کا دور بہترین دور کہا جاتا ہے جنہوں نے عظیم مثالیں چھوڑیں۔ حضرت یوسف علیہ السلام اور xyxy=(48,463,352,513)
paragraph: بہرحال 27 نومبر 2024 کو شام کے شمال مغربی علاقہ سے ایک انقلابی طوفان اٹھا جس کو ردع العدوان نام دیا گیا، ابو محمد احمد الشرع المعروف بہ الجولانی کی قیادت میں ایک طاقتور لشکر کھڑا ہوا جو کہ تحریک آزادی کے کئی گروہوں کے اتحاد سے ہیئۃ تحریر الشام قائم ہوئی تھی جس کی عسکری قیادت جولانی کو سونپی گئی۔ xyxy=(373,1938,529,2077)
paragraph: تاریخ میں اچھے حکمران گزرے ہیں، جنہوں نے سیاست انسانوں کے فلاح کے لیے کی اور سیاست کو خدمت کا درجہ دیا۔ مسلمانوں میں خلفائے راشدین کا دور بہترین دور کہا جاتا ہے جنہوں نے عظیم مثالیں چھوڑیں۔ حضرت یوسف علیہ السلام اور xyxy=(48,860,352,910)
paragraph: تاریخ میں اچھے حکمران گزرے ہیں، جنہوں نے سیاست انسانوں کے فلاح کے لیے کی اور سیاست کو خدمت کا درجہ دیا۔ مسلمانوں میں خلفائے راشدین کا دور بہترین دور کہا جاتا ہے جنہوں نے عظیم مثالیں چھوڑیں۔ حضرت یوسف علیہ السلام اور xyxy=(48,662,352,712)
author-photo xyxy=(268,128,352,214)
subheading: عالمی برادری کا رد عمل xyxy=(710,279,848,294)
paragraph: کو محض ایک حادثہ قرار دیا جاتا تھا۔ xyxy=(365,165,521,190)
paragraph: صیدنایا جیل جو دمشق کے قریب واقع ہے، جو کہ شام کی خانہ جنگی کے دوران ایک انتہائی خوفناک علامت بن چکی تھی۔ xyxy=(701,601,857,652)
header-top-rule xyxy=(40,38,1358,40)
editorial-banner xyxy=(1036,193,1346,247)
paragraph: دارالعلوم حضرت نظام الدین رحمۃ اللہ علیہ نے اپنے ابتدائی خطاب میں شان اہل بیت وعظمت صحابہ رضوان اللہ علیہم اجمعین پر روشنی ڈالتے ہوئے کہا کہ ہم اہل سنت رسول اللہ ﷺ کے اہل بیت اطہار کی محبت کی آڑ میں نہ صحابہ کرام کی گستاخی کرتے ہیں نہ صحابہ کرام کی محبت کی آڑ میں اہل بیت اطہار کی گستاخی کرتے ہیں۔ xyxy=(869,1297,1025,1436)
paragraph: حقیقی جمہوریت بہت ہی کم انسانوں کو نصیب ہوتی ہے۔ حقیقی جمہوریت کے دعویدار بہت سے ہیں لیکن اس کے پردے میں بہت کچھ چھپایا جاتا ہے۔ مثالی ریاست کا تصور بہت ہی خوش کن ہے، کبھی کبھار انسانوں کو مثالی ریاست حاصل ہو جاتی ہے۔ xyxy=(48,1108,352,1158)
paragraph: سہیل الحسن شام کی فوج کے 25 ویں مشن فورسز ڈویژن کے کمانڈر تھے۔ بعد ازاں سیریئن اسپیشل فورسز کے سربراہ بھی بنے۔ سیریئن اسپیشل فورسز نے شام کی خانہ جنگی کے دوران حلب سمیت دمشق کے مضافات میں اسد حکومت کو کنٹرول واپس دلانے کے لیے مرکزی کردار ادا کیا تھا۔ xyxy=(1043,1506,1339,1574)
paragraph: الحمد للہ۔ نوری فاؤنڈیشن بنگلور کے زیر اہتمام مسجد رسول اللہ ﷺ اہل سنت وجماعت نیوگروپن پالیہ یم کراس بنگلور ۲۹ میں 14 دسمبر 2024 بروز ہفتہ بعد نماز عشاء محفل شان صحابہ کانفرنس کا انعقاد کیا گیا۔ xyxy=(869,1209,1025,1298)
paragraph: ڈھوتے ڈھوتے تھک گیا تھا اور یوکرین جنگ میں وہ ایسا الجھا ہے کہ شام میں اپنے ائربیس کے ہوتے ہوئے بھی کچھ خاص فوجی مدد کرنے کی پوزیشن میں نہیں ہے اور پھر یہ اس کی خود کی جنگ بھی نہیں صرف مصالح اور مفادات کے لیے بشار کو استعمال کرنا تھا وہ کر چکا، اور جہاں تک بات ہے ایران کی تو وہ جتنا فائدہ اٹھانا تھا شام سے وہ اٹھا چکا تھا اور اب بشار اس کے اشاروں پر اس طرح کام بھی نہیں کر رہا تھا۔ xyxy=(540,1900,695,2064)
paragraph: محمد مزمل حبیب آمری عبدالسلام آمری وسیم انجینئر صاحب ذمہ داران نوری فاؤنڈیشن محفل میں موجود رہے محمد شبیر احمد آمری صاحب نے آئے ہوئے مہمانوں کا شکریہ ادا کیا۔ xyxy=(701,1176,857,1252)
paragraph: شام میں بشارالاسد کی معزولی کے بعد ان کے کئی قریبی ساتھی، سینئر فوجی افسران اور انٹیلی جینس حکام منظر سے غائب ہو چکے ہیں۔ ان کے بارے میں ملک چھوڑنے یا آبائی علاقوں میں روپوش ہونے کی اطلاعات ہیں۔ اسد خاندان نے شام میں 50 سال تک حکمرانی کی۔ xyxy=(1043,1778,1339,1846)
continued-label: (جاری) xyxy=(926,1697,976,1714)
paragraph: نے صیدنایا جیل کے بارے میں کئی تحقیقات منظر عام پر لائے۔ ان تحقیقات کے ذریعے یہ بات سامنے آئی کہ اس جیل میں ہزاروں قیدیوں کو بغیر کسی جرم کے قید کیا گیا تھا اور ان کی موت کو ایک راز بنا دیا گیا تھا۔ xyxy=(533,282,689,371)
paragraph: ڈھوتے ڈھوتے تھک گیا تھا اور یوکرین جنگ میں وہ ایسا الجھا ہے کہ شام میں اپنے ائربیس کے ہوتے ہوئے بھی کچھ خاص فوجی مدد کرنے کی پوزیشن میں نہیں ہے اور پھر یہ اس کی خود کی جنگ بھی نہیں صرف مصالح اور مفادات کے لیے بشار کو استعمال کرنا تھا وہ کر چکا، اور جہاں تک بات ہے ایران کی تو وہ جتنا فائدہ اٹھانا تھا شام سے وہ اٹھا چکا تھا اور اب بشار اس کے اشاروں پر اس طرح کام بھی نہیں کر رہا تھا۔ xyxy=(373,1774,529,1938)
paragraph: بہرحال 27 نومبر 2024 کو شام کے شمال مغربی علاقہ سے ایک انقلابی طوفان اٹھا جس کو ردع العدوان نام دیا گیا، ابو محمد احمد الشرع المعروف بہ الجولانی کی قیادت میں ایک طاقتور لشکر کھڑا ہوا جو کہ تحریک آزادی کے کئی گروہوں کے اتحاد سے ہیئۃ تحریر الشام قائم ہوئی تھی جس کی عسکری قیادت جولانی کو سونپی گئی۔ xyxy=(540,1762,695,1901)
photo-caption: زین ہاشمی ندوی xyxy=(899,314,995,327)
paragraph: سہیل الحسن شام کی فوج کے 25 ویں مشن فورسز ڈویژن کے کمانڈر تھے۔ بعد ازاں سیریئن اسپیشل فورسز کے سربراہ بھی بنے۔ سیریئن اسپیشل فورسز نے شام کی خانہ جنگی کے دوران حلب سمیت دمشق کے مضافات میں اسد حکومت کو کنٹرول واپس دلانے کے لیے مرکزی کردار ادا کیا تھا۔ xyxy=(1043,1302,1339,1370)
paragraph: شام میں بشارالاسد کی معزولی کے بعد ان کے کئی قریبی ساتھی، سینئر فوجی افسران اور انٹیلی جینس حکام منظر سے غائب ہو چکے ہیں۔ ان کے بارے میں ملک چھوڑنے یا آبائی علاقوں میں روپوش ہونے کی اطلاعات ہیں۔ اسد خاندان نے شام میں 50 سال تک حکمرانی کی۔ xyxy=(1043,962,1339,1031)
paragraph: اللہ سے راضی ہیں۔ اور قرآن پاک سورہ نساء آیت ۵۹ میں اللہ تعالیٰ نے فرمایا، اے ایمان والوں اللہ کی اطاعت کرو اور اس کے رسول کی اطاعت کرو۔ اس سے یہ نقطہ بیان کیا کہ کہنے والا کون ہے اچھی طرح دیکھ لو اگر اللہ ورسول کا حکم ہو تو آنکھ بند کر کے عمل کرو اس لئے کہ اللہ ورسول کا حکم آخری حکم ہے۔ xyxy=(365,1163,521,1289)
paragraph: بشارالاسد کی حکومت جو کئی دہائیوں سے شام میں قائم تھی اب ختم ہو چکی ہے۔ اسد حکومت کے خاتمے کے بعد صیدنایا جیل جیسے مراکز کی بندش اور ان مظالم کی تحقیقات کا آغاز ہو چکا ہے اور دنیا بھر میں نام کے لیے ہی صحیح لیکن انصاف کی خاطر آوازیں اٹھائی جا رہی ہیں۔ xyxy=(365,320,521,434)
article-author: سید شعیب حسینی ندوی xyxy=(885,1674,1016,1701)
section-title: اداریہ لکھنؤ xyxy=(983,44,1122,72)
paragraph: نتیجہ:- صیدنایا جیل ایک تاریک تاریخ کا حصہ بن چکا ہے۔ اس جیل میں ہونے والے مظالم نے نہ صرف شامی عوام بلکہ عالمی برادری کو بھی متاثر کیا۔ تاہم بشارالاسد کی حکومت کے خاتمے کے بعد شام میں ایک نیا دور شروع ہو چکا ہے، جس میں ان xyxy=(701,433,857,534)
paragraph: اللہ سے راضی ہیں۔ اور قرآن پاک سورہ نساء آیت ۵۹ میں اللہ تعالیٰ نے فرمایا، اے ایمان والوں اللہ کی اطاعت کرو اور اس کے رسول کی اطاعت کرو۔ اس سے یہ نقطہ بیان کیا کہ کہنے والا کون ہے اچھی طرح دیکھ لو اگر اللہ ورسول کا حکم ہو تو آنکھ بند کر کے عمل کرو اس لئے کہ اللہ ورسول کا حکم آخری حکم ہے۔ xyxy=(533,1100,689,1226)
subheading: صیدنایا جیل میں ہونے والے مظالم xyxy=(873,651,1021,679)
paragraph: ہے اور جیلوں میں ہونے والی بدترین زیادتیوں کی تحقیقات کا عمل شروع کیا ہے۔ الجزیرہ نے اپنی رپورٹ میں بتایا کہ صیدنایا جیل کے بعض سابق قیدیوں کو آزاد کر لیا گیا ہے اور ان کے تجربات کو عالمی سطح پر سنا جا رہا ہے۔ ان قیدیوں نے دنیا کو بتایا کہ کس طرح وہ جیل میں اذیت کا شکار ہوئے اور کس طرح ان کی زندگیوں کو اجیرن بنا دیا گیا تھا۔ xyxy=(365,680,521,819)
paragraph: حکومت کے فرائض انجام دئے انہیں ملک چلانے میں کسی طرح کی کوئی دشواری در پیش نہیں ہوئی حضرت ابوبکر صدیق ہو یا حضرت عمر فاروق اعظم ہو یا حضرت عثمان غنی ہو یا حضرت علی شیر خدا ہو انہوں نے عدل وانصاف کی ایسی مثالیں قائم کیں اور حکومت چلائی کہ ایسی حکومت آج تک کسی نے نہیں چلائی۔ xyxy=(533,1025,857,1541)
paragraph: بہرحال 27 نومبر 2024 کو شام کے شمال مغربی علاقہ سے ایک انقلابی طوفان اٹھا جس کو ردع العدوان نام دیا گیا، ابو محمد احمد الشرع المعروف بہ الجولانی کی قیادت میں ایک طاقتور لشکر کھڑا ہوا جو کہ تحریک آزادی کے کئی گروہوں کے اتحاد سے ہیئۃ تحریر الشام قائم ہوئی تھی جس کی عسکری قیادت جولانی کو سونپی گئی۔ xyxy=(206,1812,362,1951)
photo-block xyxy=(869,1025,1025,1206)
subheading: عالمی برادری کا رد عمل xyxy=(374,820,512,835)
paragraph: شام میں بشارالاسد کی معزولی کے بعد ان کے کئی قریبی ساتھی، سینئر فوجی افسران اور انٹیلی جینس حکام منظر سے غائب ہو چکے ہیں۔ ان کے بارے میں ملک چھوڑنے یا آبائی علاقوں میں روپوش ہونے کی اطلاعات ہیں۔ اسد خاندان نے شام میں 50 سال تک حکمرانی کی۔ xyxy=(1043,1574,1339,1642)
paragraph: ڈھوتے ڈھوتے تھک گیا تھا اور یوکرین جنگ میں وہ ایسا الجھا ہے کہ شام میں اپنے ائربیس کے ہوتے ہوئے بھی کچھ خاص فوجی مدد کرنے کی پوزیشن میں نہیں ہے اور پھر یہ اس کی خود کی جنگ بھی نہیں صرف مصالح اور مفادات کے لیے بشار کو استعمال کرنا تھا وہ کر چکا، اور جہاں تک بات ہے ایران کی تو وہ جتنا فائدہ اٹھانا تھا شام سے وہ اٹھا چکا تھا اور اب بشار اس کے اشاروں پر اس طرح کام بھی نہیں کر رہا تھا۔ xyxy=(706,1724,862,1888)
paragraph: ڈھوتے ڈھوتے تھک گیا تھا اور یوکرین جنگ میں وہ ایسا الجھا ہے کہ شام میں اپنے ائربیس کے ہوتے ہوئے بھی کچھ خاص فوجی مدد کرنے کی پوزیشن میں نہیں ہے اور پھر یہ اس کی خود کی جنگ بھی نہیں صرف مصالح اور مفادات کے لیے بشار کو استعمال کرنا تھا وہ کر چکا، اور جہاں تک بات ہے ایران کی تو وہ جتنا فائدہ اٹھانا تھا شام سے وہ اٹھا چکا تھا اور اب بشار اس کے اشاروں پر اس طرح کام بھی نہیں کر رہا تھا۔ xyxy=(206,1674,529,2102)
paragraph: حقیقی جمہوریت بہت ہی کم انسانوں کو نصیب ہوتی ہے۔ حقیقی جمہوریت کے دعویدار بہت سے ہیں لیکن اس کے پردے میں بہت کچھ چھپایا جاتا ہے۔ مثالی ریاست کا تصور بہت ہی خوش کن ہے، کبھی کبھار انسانوں کو مثالی ریاست حاصل ہو جاتی ہے۔ xyxy=(48,711,352,761)
